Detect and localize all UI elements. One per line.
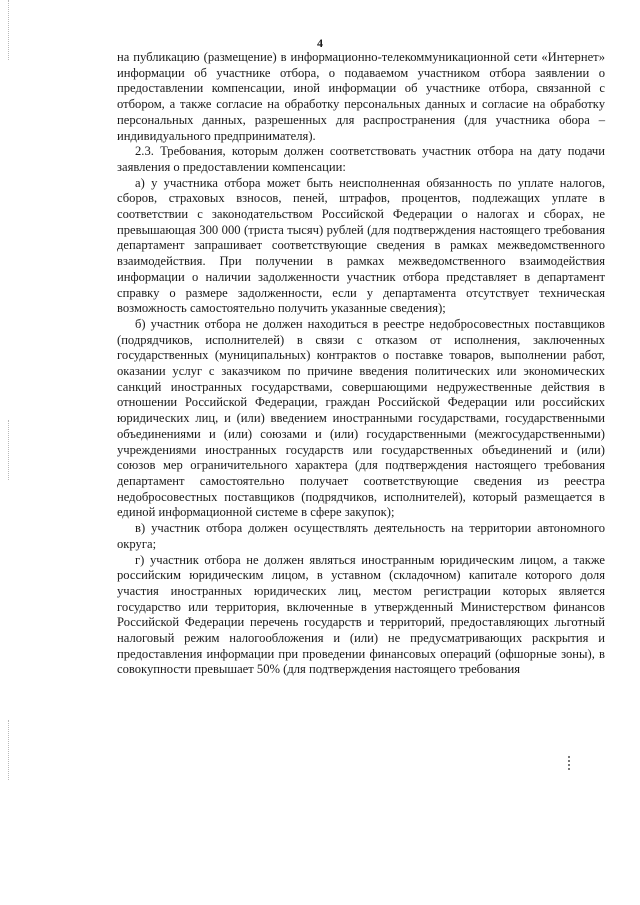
- paragraph-requirements-intro: 2.3. Требования, которым должен соответствовать участник отбора на дату подачи заявления о предоставлении компенсации:: [117, 144, 605, 174]
- paragraph-requirement-g: г) участник отбора не должен являться иностранным юридическим лицом, а также российским юридическим лицом, в уставном (складочном) капитале которого доля участия иностранных юридических лиц, местом регистрации которых является государство или территория, включенные в утвержденный Министерством финансов Российской Федерации перечень государств и территорий, предоставляющих льготный налоговый режим налогообложения и (или) не предусматривающих раскрытия и предоставления информации при проведении финансовых операций (офшорные зоны), в совокупности превышает 50% (для подтверждения настоящего требования: [117, 552, 605, 677]
- scan-margin-mark: [8, 720, 10, 780]
- document-body: [117, 50, 605, 678]
- paragraph-consent: на публикацию (размещение) в информационно-телекоммуникационной сети «Интернет» информации об участнике отбора, о подаваемом участником отбора заявлении о предоставлении компенсации, иной информации об участнике отбора, связанной с отбором, а также согласие на обработку персональных данных и согласие на обработку персональных данных, разрешенных для распространения (для участника обора – индивидуального предпринимателя).: [117, 50, 605, 143]
- paragraph-requirement-v: в) участник отбора должен осуществлять деятельность на территории автономного округа;: [117, 521, 605, 551]
- scan-margin-mark: [8, 420, 10, 480]
- paragraph-requirement-b: б) участник отбора не должен находиться в реестре недобросовестных поставщиков (подрядчиков, исполнителей) в связи с отказом от исполнения, заключенных государственных (муниципальных) контрактов о поставке товаров, выполнении работ, оказании услуг с заказчиком по причине введения политических или экономических санкций иностранных государствами, совершающими недружественные действия в отношении Российской Федерации, граждан Российской Федерации или российских юридических лиц, и (или) введением иностранными государствами, государственными объединениями и (или) союзами и (или) государственными (межгосударственными) учреждениями иностранных государств или государственных объединений и (или) союзов мер ограничительного характера (для подтверждения настоящего требования департамент самостоятельно получает соответствующие сведения из реестра недобросовестных поставщиков (подрядчиков, исполнителей), который размещается в единой информационной системе в сфере закупок);: [117, 316, 605, 520]
- scan-artifact-mark: [568, 756, 572, 770]
- paragraph-requirement-a: а) у участника отбора может быть неисполненная обязанность по уплате налогов, сборов, страховых взносов, пеней, штрафов, процентов, подлежащих уплате в соответствии с законодательством Российской Федерации о налогах и сборах, не превышающая 300 000 (триста тысяч) рублей (для подтверждения настоящего требования департамент запрашивает соответствующие сведения в рамках межведомственного взаимодействия. При получении в рамках межведомственного взаимодействия информации о наличии задолженности участник отбора представляет в департамент справку о размере задолженности, если у департамента отсутствует техническая возможность самостоятельно получить указанные сведения);: [117, 175, 605, 316]
- scan-margin-mark: [8, 0, 10, 60]
- page-number: 4: [317, 36, 323, 50]
